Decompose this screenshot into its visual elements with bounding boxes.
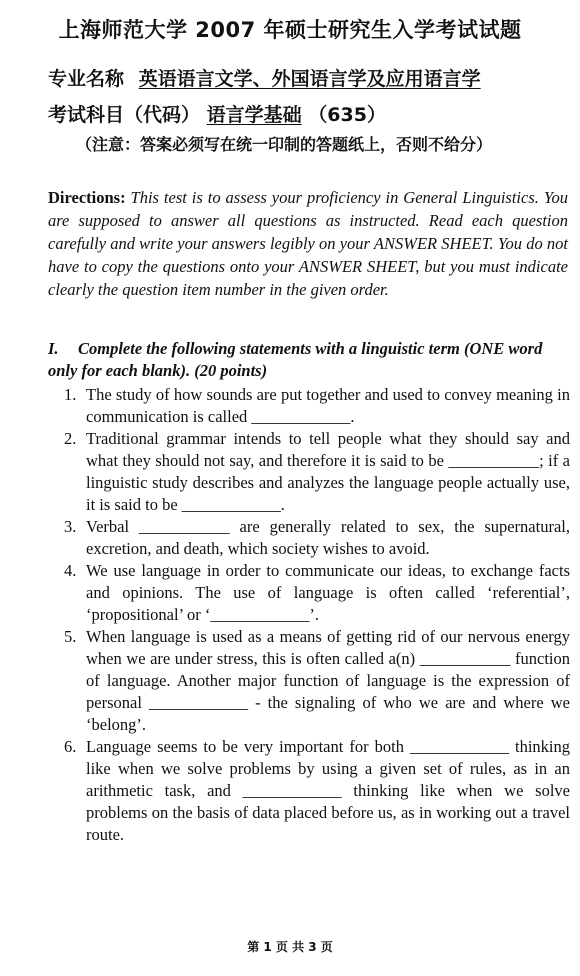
- question-number: 3.: [64, 517, 77, 536]
- question-text: Verbal ___________ are generally related to sex, the supernatural, excretion, and death, which society wishes to avoid.: [86, 517, 570, 558]
- question-item: [64, 560, 570, 626]
- question-text: Traditional grammar intends to tell people what they should say and what they should not say, and therefore it is said to be ___________; if a linguistic study describes and analyzes the language people actually use, it is said to be ____________.: [86, 429, 570, 514]
- exam-title: 上海师范大学 2007 年硕士研究生入学考试试题: [58, 18, 522, 42]
- question-item: [64, 428, 570, 516]
- directions-paragraph: [48, 186, 568, 301]
- question-text: We use language in order to communicate our ideas, to exchange facts and opinions. The use of language is often called ‘referential’, ‘propositional’ or ‘____________’.: [86, 561, 570, 624]
- section-instructions: Complete the following statements with a linguistic term (ONE word only for each blank). (20 points): [48, 339, 543, 380]
- subject-line: [48, 100, 386, 127]
- section-heading: [48, 338, 570, 382]
- question-list: [64, 384, 570, 846]
- question-text: Language seems to be very important for both ____________ thinking like when we solve problems by using a given set of rules, as in an arithmetic task, and ____________ thinking like when we solve problems on the basis of data placed before us, as in working out a travel route.: [86, 737, 570, 844]
- directions-label: Directions:: [48, 188, 126, 207]
- subject-label: 考试科目（代码）: [48, 104, 201, 126]
- section-number: I.: [48, 339, 59, 358]
- question-item: [64, 736, 570, 846]
- question-item: [64, 516, 570, 560]
- question-item: [64, 626, 570, 736]
- subject-value: 语言学基础: [206, 104, 302, 126]
- question-number: 5.: [64, 627, 77, 646]
- question-number: 2.: [64, 429, 77, 448]
- directions-text: This test is to assess your proficiency in General Linguistics. You are supposed to answer all questions as instructed. Read each question carefully and write your answers legibly on your ANSWER SHEET. You do not have to copy the questions onto your ANSWER SHEET, but you must indicate clearly the question item number in the given order.: [48, 188, 568, 299]
- question-text: The study of how sounds are put together and used to convey meaning in communication is called ____________.: [86, 385, 570, 426]
- question-number: 6.: [64, 737, 77, 756]
- question-number: 1.: [64, 385, 77, 404]
- question-item: [64, 384, 570, 428]
- major-line: [48, 64, 481, 91]
- question-number: 4.: [64, 561, 77, 580]
- question-text: When language is used as a means of getting rid of our nervous energy when we are under stress, this is often called a(n) ___________ function of language. Another major function of language is the expression of personal ____________ - the signaling of who we are and where we ‘belong’.: [86, 627, 570, 734]
- subject-code: （635）: [308, 104, 386, 126]
- page-number: 第 1 页 共 3 页: [247, 940, 333, 954]
- answer-sheet-note: （注意：答案必须写在统一印制的答题纸上，否则不给分）: [76, 135, 493, 154]
- major-value: 英语语言文学、外国语言学及应用语言学: [138, 68, 481, 90]
- major-label: 专业名称: [48, 68, 125, 90]
